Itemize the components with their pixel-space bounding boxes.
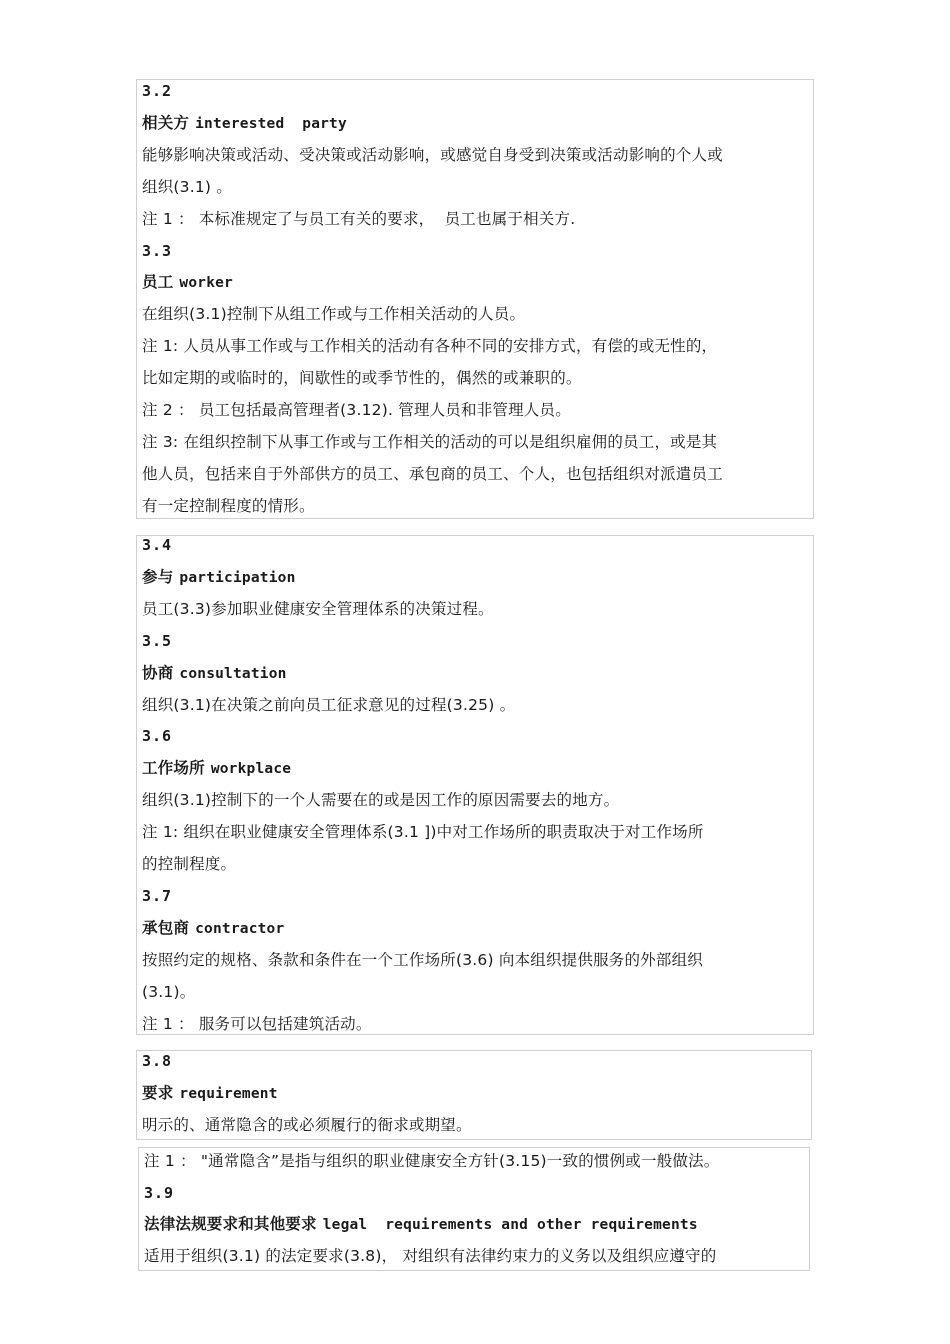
term-zh: 员工: [142, 273, 174, 292]
clause-number: 3.6: [142, 727, 173, 746]
body-text-line: 注 1: 组织在职业健康安全管理体系(3.1 ])中对工作场所的职责取决于对工作场所: [142, 823, 704, 842]
term-zh: 参与: [142, 567, 174, 586]
body-text-line: 注 3: 在组织控制下从事工作或与工作相关的活动的可以是组织雇佣的员工，或是其: [142, 432, 718, 451]
term-zh: 工作场所: [142, 759, 205, 778]
body-text-line: 能够影响决策或活动、受决策或活动影响，或感觉自身受到决策或活动影响的个人或: [142, 145, 723, 164]
term-heading: [142, 1083, 278, 1104]
block-4: [138, 1147, 810, 1271]
clause-number: 3.9: [144, 1183, 175, 1202]
clause-number: 3.5: [142, 631, 173, 650]
body-text-line: 注 1 ： 本标准规定了与员工有关的要求， 员工也属于相关方.: [142, 209, 576, 228]
term-zh: 要求: [142, 1084, 174, 1102]
term-zh: 协商: [142, 663, 174, 682]
term-en: interested party: [195, 115, 347, 132]
block-1: [136, 79, 814, 519]
block-3: [136, 1050, 812, 1140]
body-text-line: 明示的、通常隐含的或必须履行的衙求或期望。: [142, 1116, 472, 1134]
body-text-line: 比如定期的或临时的，间歇性的或季节性的，偶然的或兼职的。: [142, 369, 582, 388]
term-en: participation: [179, 569, 296, 586]
term-en: contractor: [195, 920, 285, 937]
body-text-line: 注 2 ： 员工包括最高管理者(3.12). 管理人员和非管理人员。: [142, 401, 571, 419]
term-heading: [144, 1214, 698, 1235]
clause-number: 3.8: [142, 1052, 173, 1070]
body-text-line: 有一定控制程度的情形。: [142, 496, 315, 515]
body-text-line: 组织(3.1)控制下的一个人需要在的或是因工作的原因需要去的地方。: [142, 791, 620, 810]
body-text-line: 员工(3.3)参加职业健康安全管理体系的决策过程。: [142, 599, 494, 618]
term-zh: 承包商: [142, 918, 190, 937]
block-2: [136, 535, 814, 1035]
clause-number: 3.7: [142, 886, 173, 905]
term-en: legal requirements and other requirements: [322, 1217, 698, 1233]
body-text-line: 组织(3.1) 。: [142, 177, 232, 196]
body-text-line: 组织(3.1)在决策之前向员工征求意见的过程(3.25) 。: [142, 695, 516, 714]
term-en: worker: [179, 275, 233, 292]
term-heading: [142, 113, 347, 134]
body-text-line: 的控制程度。: [142, 855, 237, 873]
body-text-line: 他人员，包括来自于外部供方的员工、承包商的员工、个人，也包括组织对派遣员工: [142, 464, 723, 483]
clause-number: 3.4: [142, 536, 173, 554]
body-text-line: 注 1: 人员从事工作或与工作相关的活动有各种不同的安排方式，有偿的或无性的，: [142, 337, 718, 356]
clause-number: 3.3: [142, 241, 173, 260]
body-text-line: 注 1 ： "通常隐含”是指与组织的职业健康安全方针(3.15)一致的惯例或一般做法。: [144, 1152, 720, 1170]
term-heading: [142, 758, 291, 779]
body-text-line: (3.1)。: [142, 982, 196, 1001]
term-en: workplace: [210, 761, 292, 778]
term-heading: [142, 663, 287, 684]
term-zh: 相关方: [142, 113, 190, 132]
term-en: requirement: [179, 1086, 278, 1102]
body-text-line: 注 1 ： 服务可以包括建筑活动。: [142, 1014, 372, 1033]
body-text-line: 按照约定的规格、条款和条件在一个工作场所(3.6) 向本组织提供服务的外部组织: [142, 950, 703, 969]
term-heading: [142, 918, 284, 939]
term-heading: [142, 567, 296, 588]
term-zh: 法律法规要求和其他要求: [144, 1215, 317, 1233]
body-text-line: 在组织(3.1)控制下从组工作或与工作相关活动的人员。: [142, 305, 526, 324]
term-en: consultation: [179, 665, 287, 682]
term-heading: [142, 272, 233, 293]
clause-number: 3.2: [142, 82, 173, 100]
body-text-line: 适用于组织(3.1) 的法定要求(3.8)， 对组织有法律约束力的义务以及组织应遵守的: [144, 1246, 717, 1265]
